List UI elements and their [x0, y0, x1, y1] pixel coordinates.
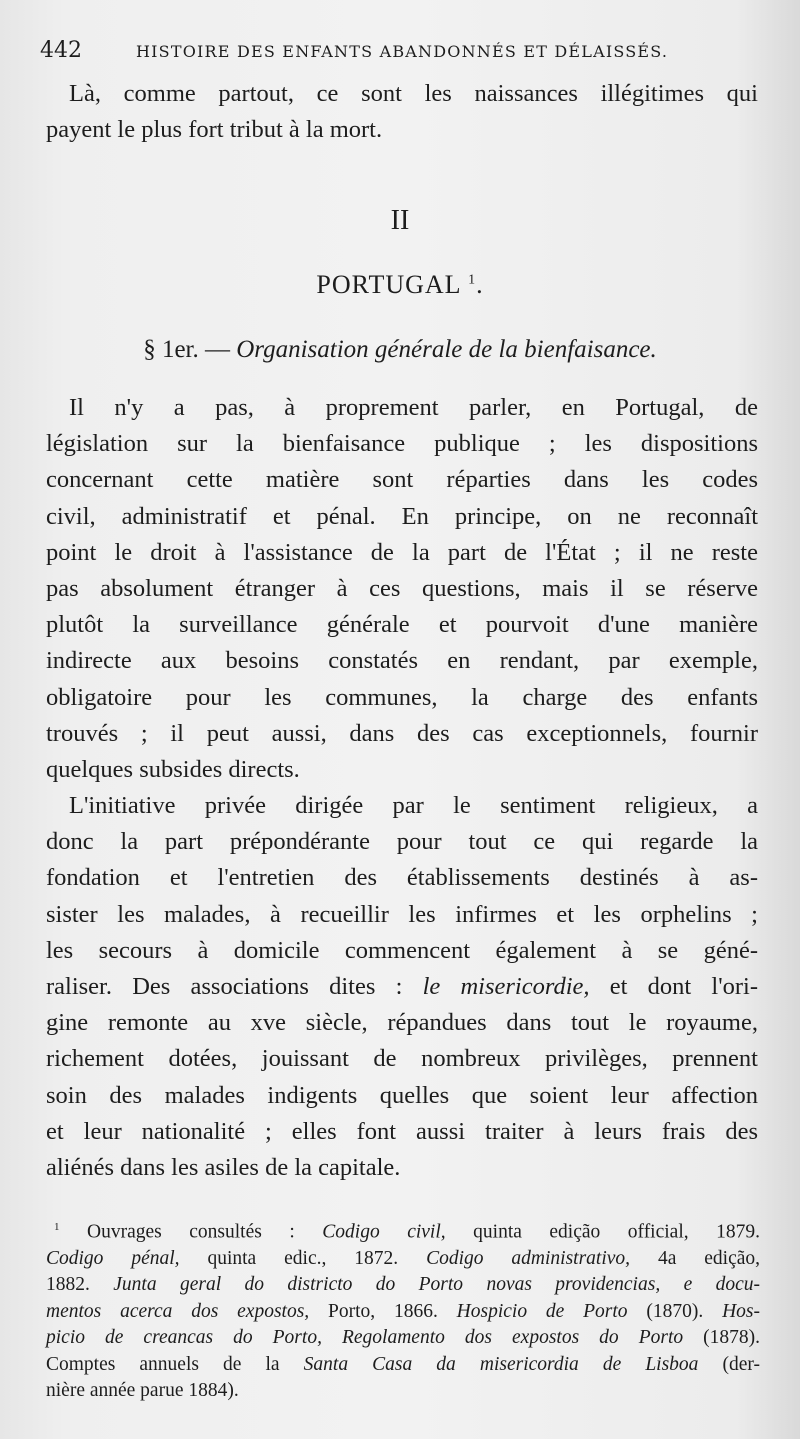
text-line: pas absolument étranger à ces questions, mais il se réserve [46, 575, 758, 603]
section-heading [0, 336, 800, 364]
text-line: soin des malades indigents quelles que soient leur affection [46, 1081, 758, 1109]
section-title: Organisation générale de la bienfaisance. [236, 336, 657, 363]
text-line: législation sur la bienfaisance publique ; les dispositions [46, 430, 758, 458]
text-line: point le droit à l'assistance de la part de l'État ; il ne reste [46, 538, 758, 566]
footnote [46, 1214, 760, 1404]
text-line: quelques subsides directs. [46, 756, 300, 784]
chapter-number: II [390, 205, 410, 236]
citation-title: Codigo administrativo, [426, 1247, 631, 1269]
text-fragment: Porto, 1866. [328, 1300, 438, 1322]
text-fragment: quinta edição official, 1879. [473, 1221, 761, 1243]
text-line: concernant cette matière sont réparties dans les codes [46, 466, 758, 494]
text-fragment: Comptes annuels de la [46, 1353, 280, 1375]
section-number: § 1er. — [143, 336, 230, 363]
country-heading-text: PORTUGAL [316, 270, 461, 299]
text-line: fondation et l'entretien des établissements destinés à as- [46, 864, 758, 892]
text-fragment: 4a edição, [657, 1247, 761, 1269]
text-line: aliénés dans les asiles de la capitale. [46, 1154, 401, 1182]
citation-title: picio de creancas do Porto, [46, 1327, 322, 1349]
text-fragment: (der- [722, 1353, 761, 1375]
footnote-line [46, 1299, 760, 1325]
opening-paragraph [46, 76, 758, 148]
footnote-marker: 1 [468, 272, 477, 288]
citation-title: Codigo civil, [322, 1221, 446, 1243]
text-line: Il n'y a pas, à proprement parler, en Portugal, de [69, 394, 758, 421]
text-fragment: (1870). [646, 1300, 704, 1322]
text-line: L'initiative privée dirigée par le sentiment religieux, a [69, 792, 758, 819]
text-line: obligatoire pour les communes, la charge des enfants [46, 683, 758, 711]
paragraph-1 [46, 390, 758, 788]
text-line: Là, comme partout, ce sont les naissances illégitimes qui [69, 80, 758, 107]
citation-title: Hos- [722, 1300, 761, 1322]
text-line: gine remonte au xve siècle, répandues dans tout le royaume, [46, 1009, 758, 1037]
country-heading: PORTUGAL $^1$. [316, 270, 484, 299]
page-number: 442 [40, 38, 82, 63]
citation-title: Junta geral do districto do Porto novas providencias, e docu- [113, 1274, 761, 1296]
text-line: richement dotées, jouissant de nombreux privilèges, prennent [46, 1045, 758, 1073]
text-line: donc la part prépondérante pour tout ce qui regarde la [46, 828, 758, 856]
text-line: civil, administratif et pénal. En principe, on ne reconnaît [46, 502, 758, 530]
text-line: payent le plus fort tribut à la mort. [46, 116, 383, 144]
text-line: et leur nationalité ; elles font aussi traiter à leurs frais des [46, 1117, 758, 1145]
text-line: sister les malades, à recueillir les infirmes et les orphelins ; [46, 900, 758, 928]
text-fragment: 1882. [46, 1274, 90, 1296]
citation-title: Hospicio de Porto [456, 1300, 628, 1322]
paragraph-2 [46, 788, 758, 1186]
italic-term: le misericordie, [422, 973, 590, 1001]
footnote-line: nière année parue 1884). [46, 1379, 239, 1401]
citation-title: Codigo pénal, [46, 1247, 180, 1269]
text-line [46, 969, 758, 1005]
text-fragment: quinta edic., 1872. [207, 1247, 399, 1269]
running-title: HISTOIRE DES ENFANTS ABANDONNÉS ET DÉLAISSÉS. [136, 42, 669, 61]
running-head [40, 38, 760, 66]
citation-title: Santa Casa da misericordia de Lisboa [303, 1353, 699, 1375]
footnote-line [46, 1272, 760, 1298]
text-fragment: Ouvrages consultés : [87, 1221, 295, 1243]
footnote-marker: 1 [54, 1221, 60, 1233]
text-line: indirecte aux besoins constatés en rendant, par exemple, [46, 647, 758, 675]
text-line: les secours à domicile commencent également à se géné- [46, 936, 758, 964]
footnote-line [46, 1352, 760, 1378]
text-fragment: raliser. Des associations dites : [46, 973, 403, 1001]
footnote-line [46, 1325, 760, 1351]
footnote-line [46, 1246, 760, 1272]
text-line: trouvés ; il peut aussi, dans des cas exceptionnels, fournir [46, 719, 758, 747]
text-line: plutôt la surveillance générale et pourvoit d'une manière [46, 611, 758, 639]
citation-title: mentos acerca dos expostos, [46, 1300, 310, 1322]
citation-title: Regolamento dos expostos do Porto [341, 1327, 684, 1349]
footnote-line [46, 1214, 760, 1246]
text-fragment: (1878). [703, 1327, 761, 1349]
text-fragment: et dont l'ori- [609, 973, 758, 1001]
